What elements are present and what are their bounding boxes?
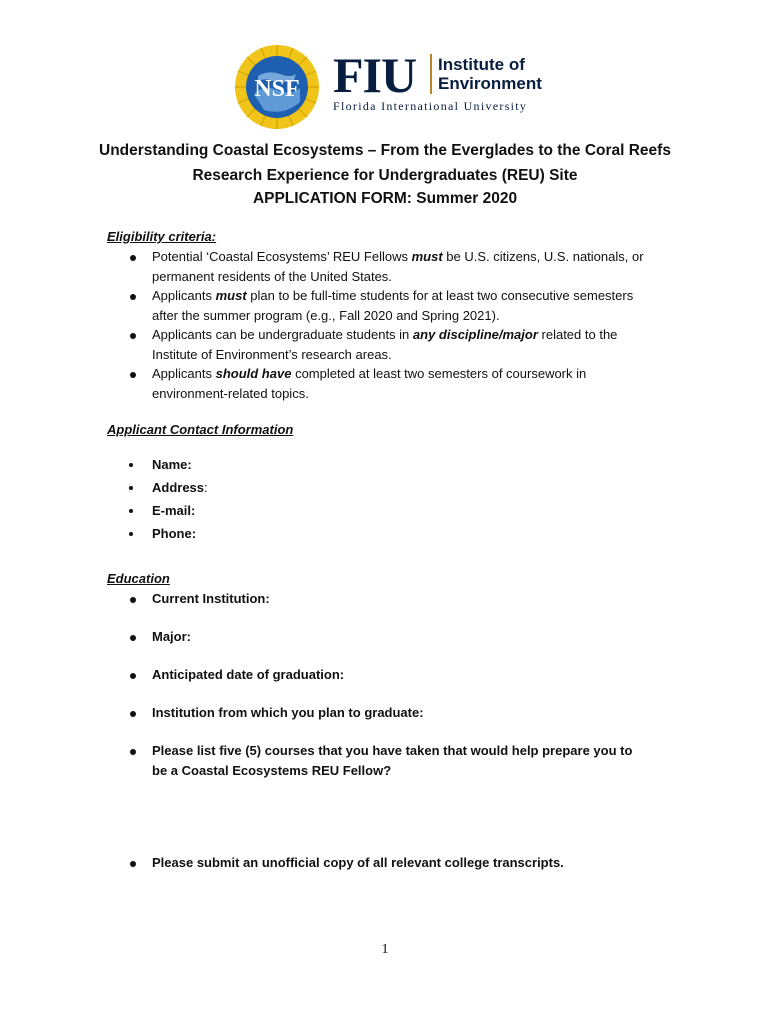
bullet-icon xyxy=(129,463,133,467)
eligibility-item-3: Applicants can be undergraduate students in any discipline/major related to the Institute of Environment’s research areas. xyxy=(152,327,618,362)
bullet-icon xyxy=(130,861,136,867)
transcripts-note: Please submit an unofficial copy of all relevant college transcripts. xyxy=(152,855,564,870)
courses-field[interactable]: Please list five (5) courses that you have taken that would help prepare you to be a Coastal Ecosystems REU Fellow? xyxy=(152,743,633,778)
form-title: APPLICATION FORM: Summer 2020 xyxy=(252,190,518,207)
eligibility-heading: Eligibility criteria: xyxy=(107,229,217,244)
bullet-icon xyxy=(129,532,133,536)
eligibility-item-1: Potential ‘Coastal Ecosystems’ REU Fellows must be U.S. citizens, U.S. nationals, or permanent residents of the United States. xyxy=(152,249,644,284)
major-field[interactable]: Major: xyxy=(152,629,191,644)
program-title: Understanding Coastal Ecosystems – From the Everglades to the Coral Reefs xyxy=(99,142,671,159)
eligibility-item-4: Applicants should have completed at least two semesters of coursework in environment-related topics. xyxy=(152,366,587,401)
contact-address-field[interactable]: Address: xyxy=(152,480,208,495)
bullet-icon xyxy=(130,372,136,378)
bullet-icon xyxy=(130,294,136,300)
graduation-date-field[interactable]: Anticipated date of graduation: xyxy=(152,667,345,682)
institute-line-2: Environment xyxy=(438,74,542,93)
bullet-icon xyxy=(130,597,136,603)
nsf-logo xyxy=(234,44,320,130)
bullet-icon xyxy=(130,255,136,261)
page-number: 1 xyxy=(381,942,389,957)
contact-phone-field[interactable]: Phone: xyxy=(152,526,197,541)
contact-email-field[interactable]: E-mail: xyxy=(152,503,196,518)
bullet-icon xyxy=(129,509,133,513)
fiu-logo-divider xyxy=(430,54,432,94)
university-name: Florida International University xyxy=(333,99,528,113)
bullet-icon xyxy=(130,673,136,679)
nsf-logo-text: NSF xyxy=(254,76,300,102)
current-institution-field[interactable]: Current Institution: xyxy=(152,591,270,606)
contact-heading: Applicant Contact Information xyxy=(107,422,294,437)
bullet-icon xyxy=(130,333,136,339)
bullet-icon xyxy=(130,711,136,717)
education-heading: Education xyxy=(107,571,170,586)
fiu-logo xyxy=(333,47,548,116)
eligibility-item-2: Applicants must plan to be full-time students for at least two consecutive semesters after the summer program (e.g., Fall 2020 and Spring 2021). xyxy=(152,288,634,323)
fiu-letters: FIU xyxy=(333,47,417,103)
bullet-icon xyxy=(130,749,136,755)
graduating-institution-field[interactable]: Institution from which you plan to graduate: xyxy=(152,705,424,720)
program-subtitle: Research Experience for Undergraduates (REU) Site xyxy=(192,167,578,184)
bullet-icon xyxy=(130,635,136,641)
bullet-icon xyxy=(129,486,133,490)
contact-name-field[interactable]: Name: xyxy=(152,457,192,472)
institute-line-1: Institute of xyxy=(438,55,525,74)
